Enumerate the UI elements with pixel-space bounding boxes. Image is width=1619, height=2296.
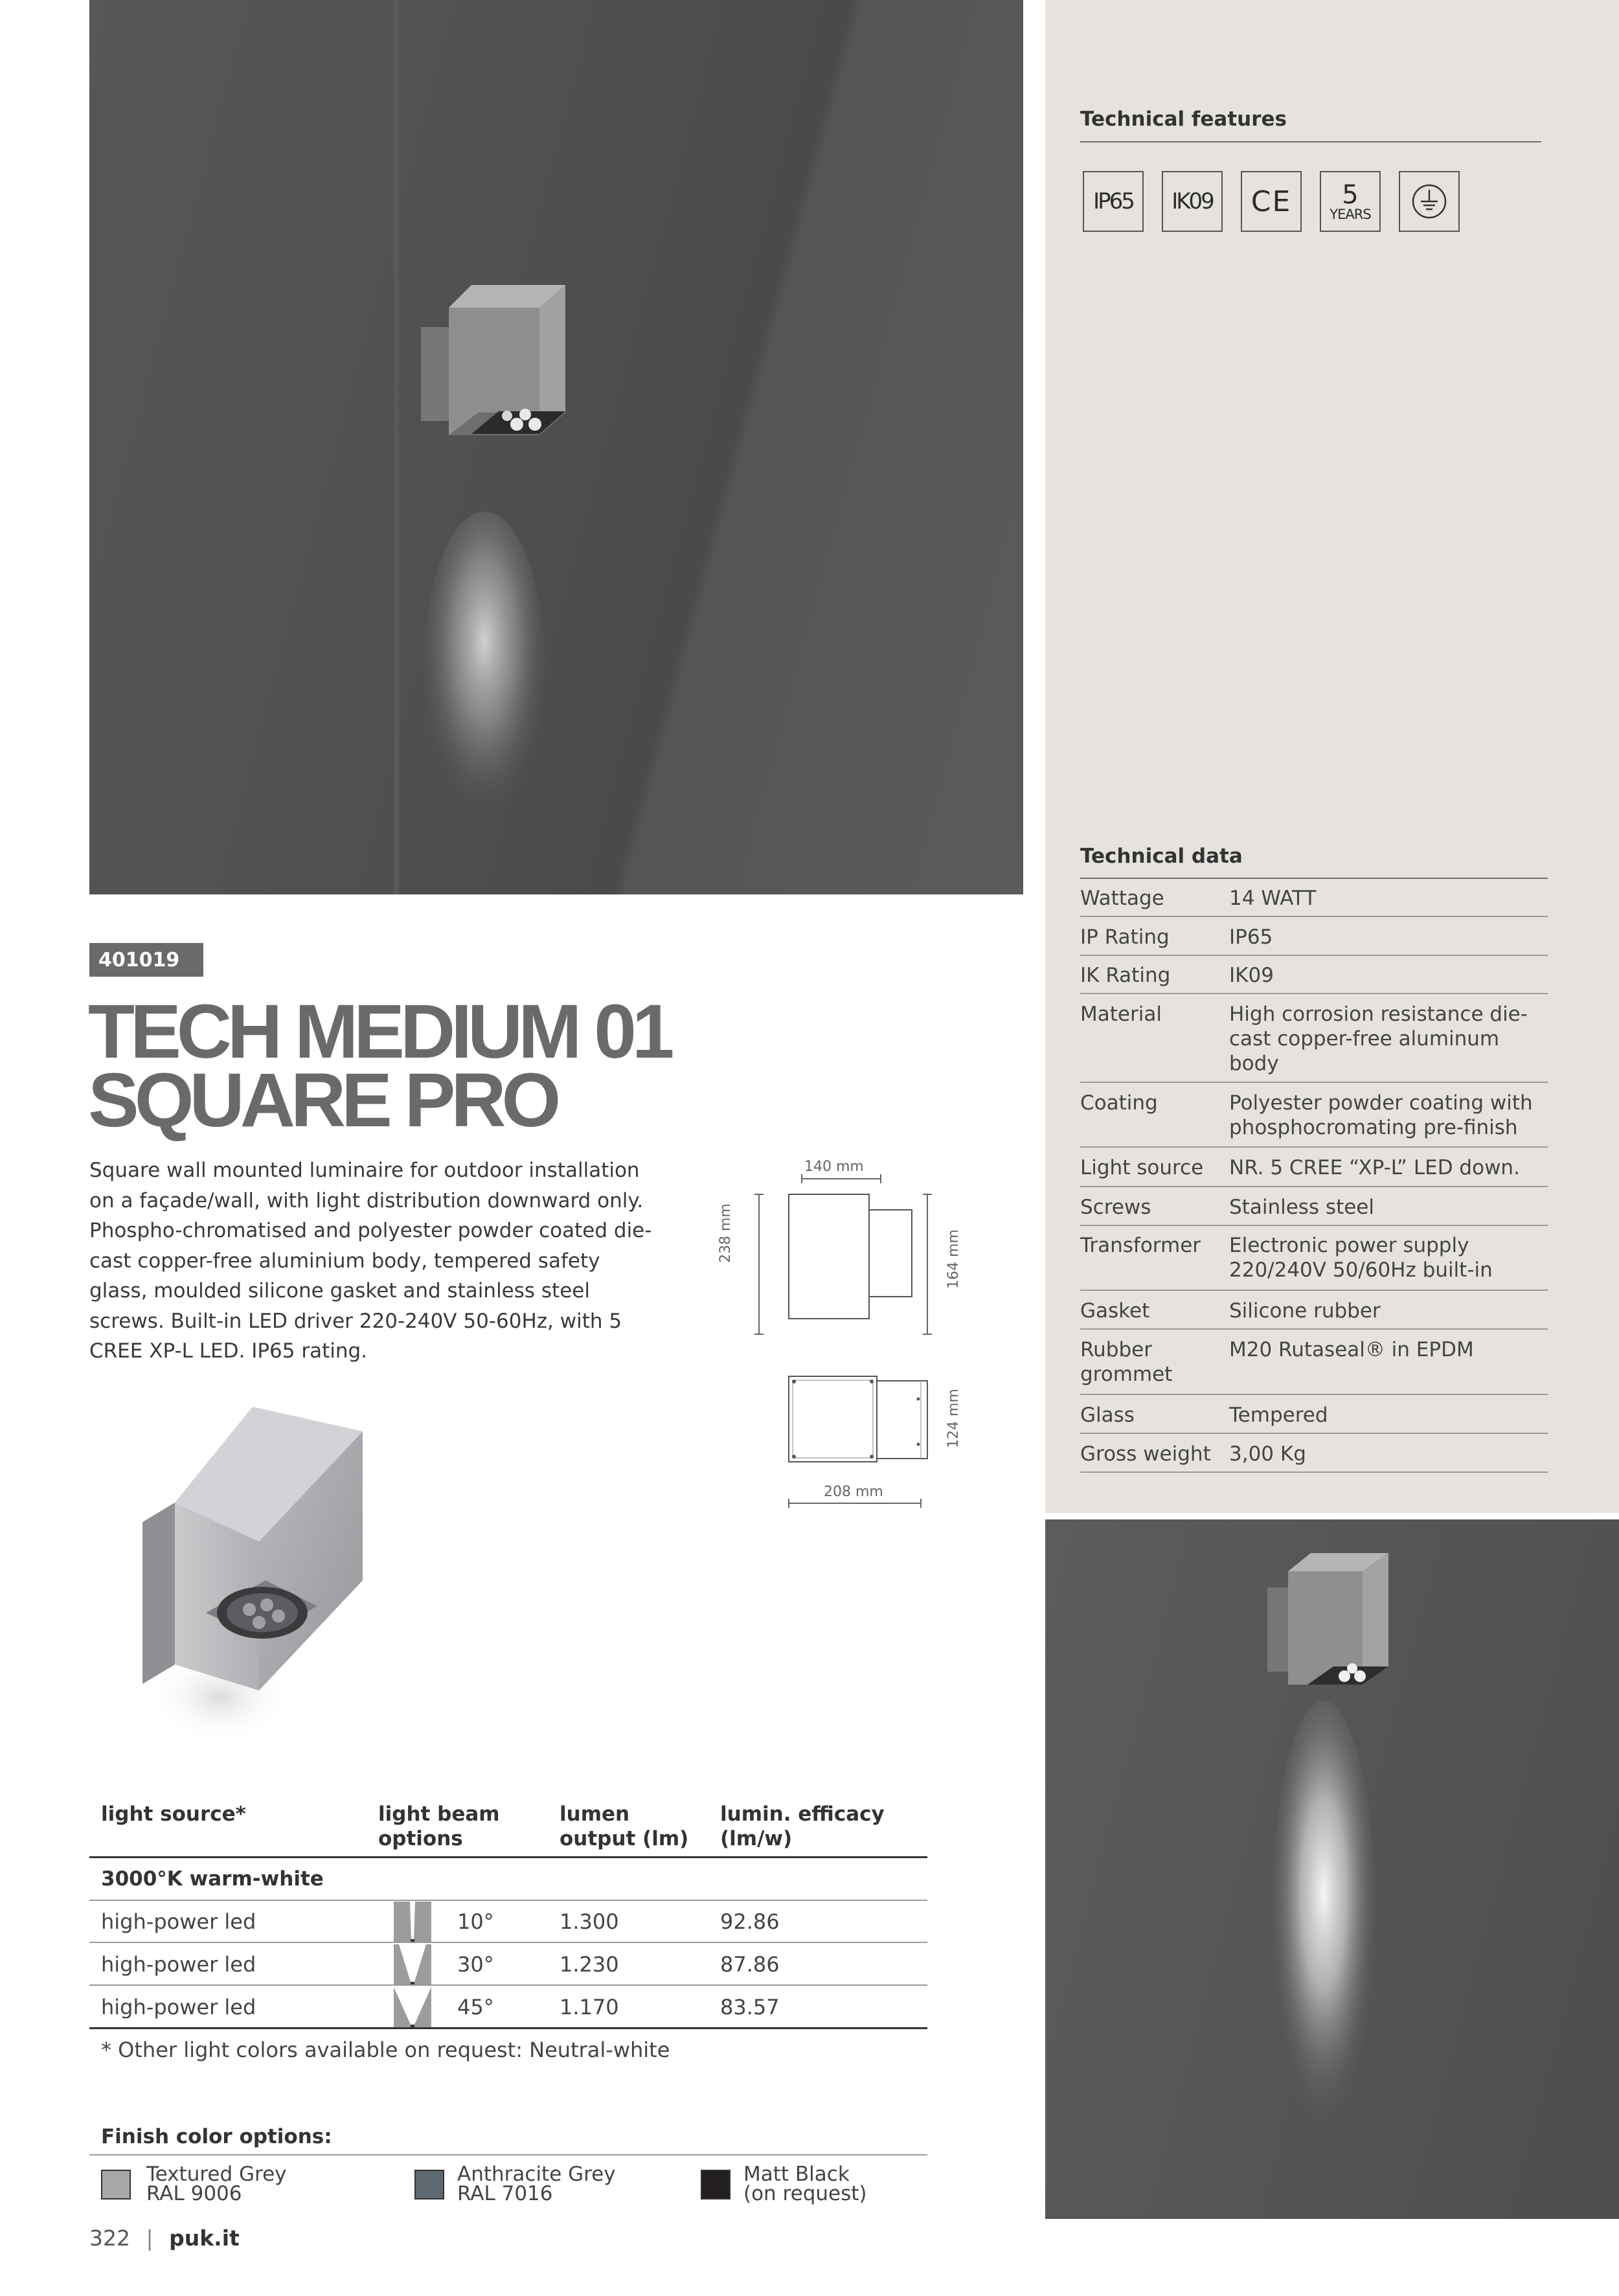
finish-option-label xyxy=(146,2165,287,2203)
tech-row-transformer xyxy=(1080,1233,1548,1285)
tech-row-rubber-grommet xyxy=(1080,1337,1548,1389)
divider xyxy=(1080,1225,1548,1226)
product-title-line1: TECH MEDIUM 01 xyxy=(88,989,670,1074)
product-description: Square wall mounted luminaire for outdoor installation on a façade/wall, with light distribution downward only. Phospho-chromatised and polyester powder coated die-cast copper-free aluminium body, tempered safety glass, moulded silicone gasket and stainless steel screws. Built-in LED driver 220-240V 50-60Hz, with 5 CREE XP-L LED. IP65 rating. xyxy=(89,1159,652,1363)
cell-source: high-power led xyxy=(101,1995,256,2019)
finish-code: RAL 9006 xyxy=(146,2182,242,2205)
product-photo-lit xyxy=(1045,1519,1619,2219)
tech-row-wattage xyxy=(1080,886,1548,918)
swatch-anthracite-grey xyxy=(414,2170,444,2199)
finish-code: RAL 7016 xyxy=(457,2182,553,2205)
tech-label: Light source xyxy=(1080,1156,1204,1179)
product-code-badge xyxy=(89,943,203,977)
cell-efficacy: 92.86 xyxy=(720,1909,780,1934)
divider xyxy=(1080,916,1548,917)
tech-value: IP65 xyxy=(1229,926,1273,949)
ce-label: CE xyxy=(1251,185,1292,218)
light-colors-note: * Other light colors available on request: Neutral-white xyxy=(101,2038,670,2062)
divider xyxy=(1080,1290,1548,1291)
tech-row-gross-weight xyxy=(1080,1442,1548,1474)
divider xyxy=(89,1900,927,1901)
footer-separator: | xyxy=(146,2225,153,2251)
cell-beam: 10° xyxy=(457,1909,494,1934)
tech-label: Transformer xyxy=(1080,1234,1201,1257)
tech-label: Screws xyxy=(1080,1196,1151,1219)
dimension-drawing xyxy=(725,1153,971,1516)
tech-row-gasket xyxy=(1080,1299,1548,1331)
finish-code: (on request) xyxy=(743,2182,867,2205)
divider xyxy=(1080,1394,1548,1395)
col-header-light-source: light source* xyxy=(101,1802,246,1826)
tech-label: Gross weight xyxy=(1080,1442,1211,1466)
col-header-beam: light beam options xyxy=(378,1802,500,1850)
tech-row-coating xyxy=(1080,1091,1548,1142)
divider xyxy=(1080,993,1548,994)
dim-width-bottom: 208 mm xyxy=(824,1484,883,1500)
divider xyxy=(1080,1082,1548,1083)
tech-value: High corrosion resistance die-cast copper-free aluminum body xyxy=(1229,1003,1528,1075)
tech-value: Tempered xyxy=(1229,1404,1328,1427)
tech-value: Polyester powder coating with phosphocromating pre-finish xyxy=(1229,1091,1533,1139)
finish-name: Anthracite Grey xyxy=(457,2163,616,2186)
finish-title: Finish color options: xyxy=(101,2125,332,2148)
cell-lumen: 1.170 xyxy=(560,1995,619,2019)
ce-mark-icon xyxy=(1241,171,1302,232)
product-title xyxy=(88,989,670,1143)
tech-row-light-source xyxy=(1080,1155,1548,1188)
tech-label: IK Rating xyxy=(1080,964,1171,987)
color-temp-group: 3000°K warm-white xyxy=(101,1867,324,1891)
divider xyxy=(1080,955,1548,956)
divider xyxy=(89,2154,927,2155)
tech-value: M20 Rutaseal® in EPDM xyxy=(1229,1338,1474,1361)
cell-source: high-power led xyxy=(101,1952,256,1977)
product-cutout-image xyxy=(117,1392,389,1755)
ip65-icon xyxy=(1083,171,1144,232)
tech-value: Stainless steel xyxy=(1229,1196,1374,1219)
tech-label: Glass xyxy=(1080,1404,1135,1427)
tech-row-ip-rating xyxy=(1080,925,1548,957)
ik09-icon xyxy=(1162,171,1223,232)
beam-10-icon xyxy=(394,1902,431,1943)
ik09-label: IK09 xyxy=(1172,188,1213,214)
divider xyxy=(1080,1433,1548,1434)
product-photo-wall xyxy=(89,0,1023,894)
tech-value: NR. 5 CREE “XP-L” LED down. xyxy=(1229,1156,1520,1179)
swatch-textured-grey xyxy=(101,2170,131,2199)
cell-lumen: 1.230 xyxy=(560,1952,619,1977)
tech-row-material xyxy=(1080,1002,1548,1080)
divider xyxy=(1080,1146,1548,1148)
page-number: 322 xyxy=(89,2225,130,2251)
tech-value: 14 WATT xyxy=(1229,887,1317,910)
wall-luminaire-illustration xyxy=(89,0,1023,894)
finish-name: Matt Black xyxy=(743,2163,850,2186)
cell-efficacy: 83.57 xyxy=(720,1995,780,2019)
tech-value: 3,00 Kg xyxy=(1229,1442,1306,1466)
ground-symbol-icon xyxy=(1399,171,1460,232)
page-footer xyxy=(89,2225,240,2251)
tech-label: IP Rating xyxy=(1080,926,1170,949)
tech-label: Wattage xyxy=(1080,887,1164,910)
website-link[interactable]: puk.it xyxy=(169,2225,240,2251)
divider xyxy=(1080,1186,1548,1187)
table-row xyxy=(89,1944,927,1986)
divider xyxy=(89,1856,927,1858)
ip65-label: IP65 xyxy=(1093,188,1133,214)
col-header-lumen: lumen output (lm) xyxy=(560,1802,689,1850)
finish-option-label xyxy=(457,2165,616,2203)
technical-features-title: Technical features xyxy=(1080,108,1287,131)
cell-source: high-power led xyxy=(101,1909,256,1934)
tech-value: IK09 xyxy=(1229,964,1274,987)
divider xyxy=(1080,141,1541,142)
tech-row-screws xyxy=(1080,1195,1548,1227)
divider xyxy=(89,2027,927,2029)
finish-option-label xyxy=(743,2165,867,2203)
warranty-icon xyxy=(1320,171,1381,232)
table-row xyxy=(89,1987,927,2029)
product-code: 401019 xyxy=(98,948,180,972)
cell-lumen: 1.300 xyxy=(560,1909,619,1934)
lit-luminaire-illustration xyxy=(1045,1519,1619,2219)
tech-row-glass xyxy=(1080,1403,1548,1435)
earth-ground-icon xyxy=(1411,183,1447,220)
dim-height-left: 238 mm xyxy=(718,1203,734,1263)
warranty-years-number: 5 xyxy=(1342,179,1359,210)
warranty-years-unit: YEARS xyxy=(1330,206,1371,222)
cell-beam: 30° xyxy=(457,1952,494,1977)
dim-height-right: 164 mm xyxy=(945,1229,962,1289)
tech-value: Electronic power supply 220/240V 50/60Hz built-in xyxy=(1229,1234,1493,1282)
dim-depth-right: 124 mm xyxy=(945,1389,962,1448)
tech-label: Material xyxy=(1080,1003,1162,1026)
dim-width-top: 140 mm xyxy=(804,1159,864,1175)
beam-30-icon xyxy=(394,1944,431,1986)
cell-efficacy: 87.86 xyxy=(720,1952,780,1977)
tech-value: Silicone rubber xyxy=(1229,1299,1381,1323)
tech-label: Rubber grommet xyxy=(1080,1338,1173,1386)
tech-label: Coating xyxy=(1080,1091,1158,1115)
tech-label: Gasket xyxy=(1080,1299,1150,1323)
product-title-line2: SQUARE PRO xyxy=(88,1058,557,1143)
col-header-efficacy: lumin. efficacy (lm/w) xyxy=(720,1802,885,1850)
divider xyxy=(1080,1328,1548,1330)
table-row xyxy=(89,1902,927,1943)
divider xyxy=(89,1984,927,1986)
divider xyxy=(89,1942,927,1943)
beam-45-icon xyxy=(394,1987,431,2029)
technical-data-title: Technical data xyxy=(1080,845,1243,868)
cell-beam: 45° xyxy=(457,1995,494,2019)
finish-name: Textured Grey xyxy=(146,2163,287,2186)
divider xyxy=(1080,878,1548,879)
tech-row-ik-rating xyxy=(1080,963,1548,995)
divider xyxy=(1080,1472,1548,1473)
swatch-matt-black xyxy=(701,2170,730,2199)
